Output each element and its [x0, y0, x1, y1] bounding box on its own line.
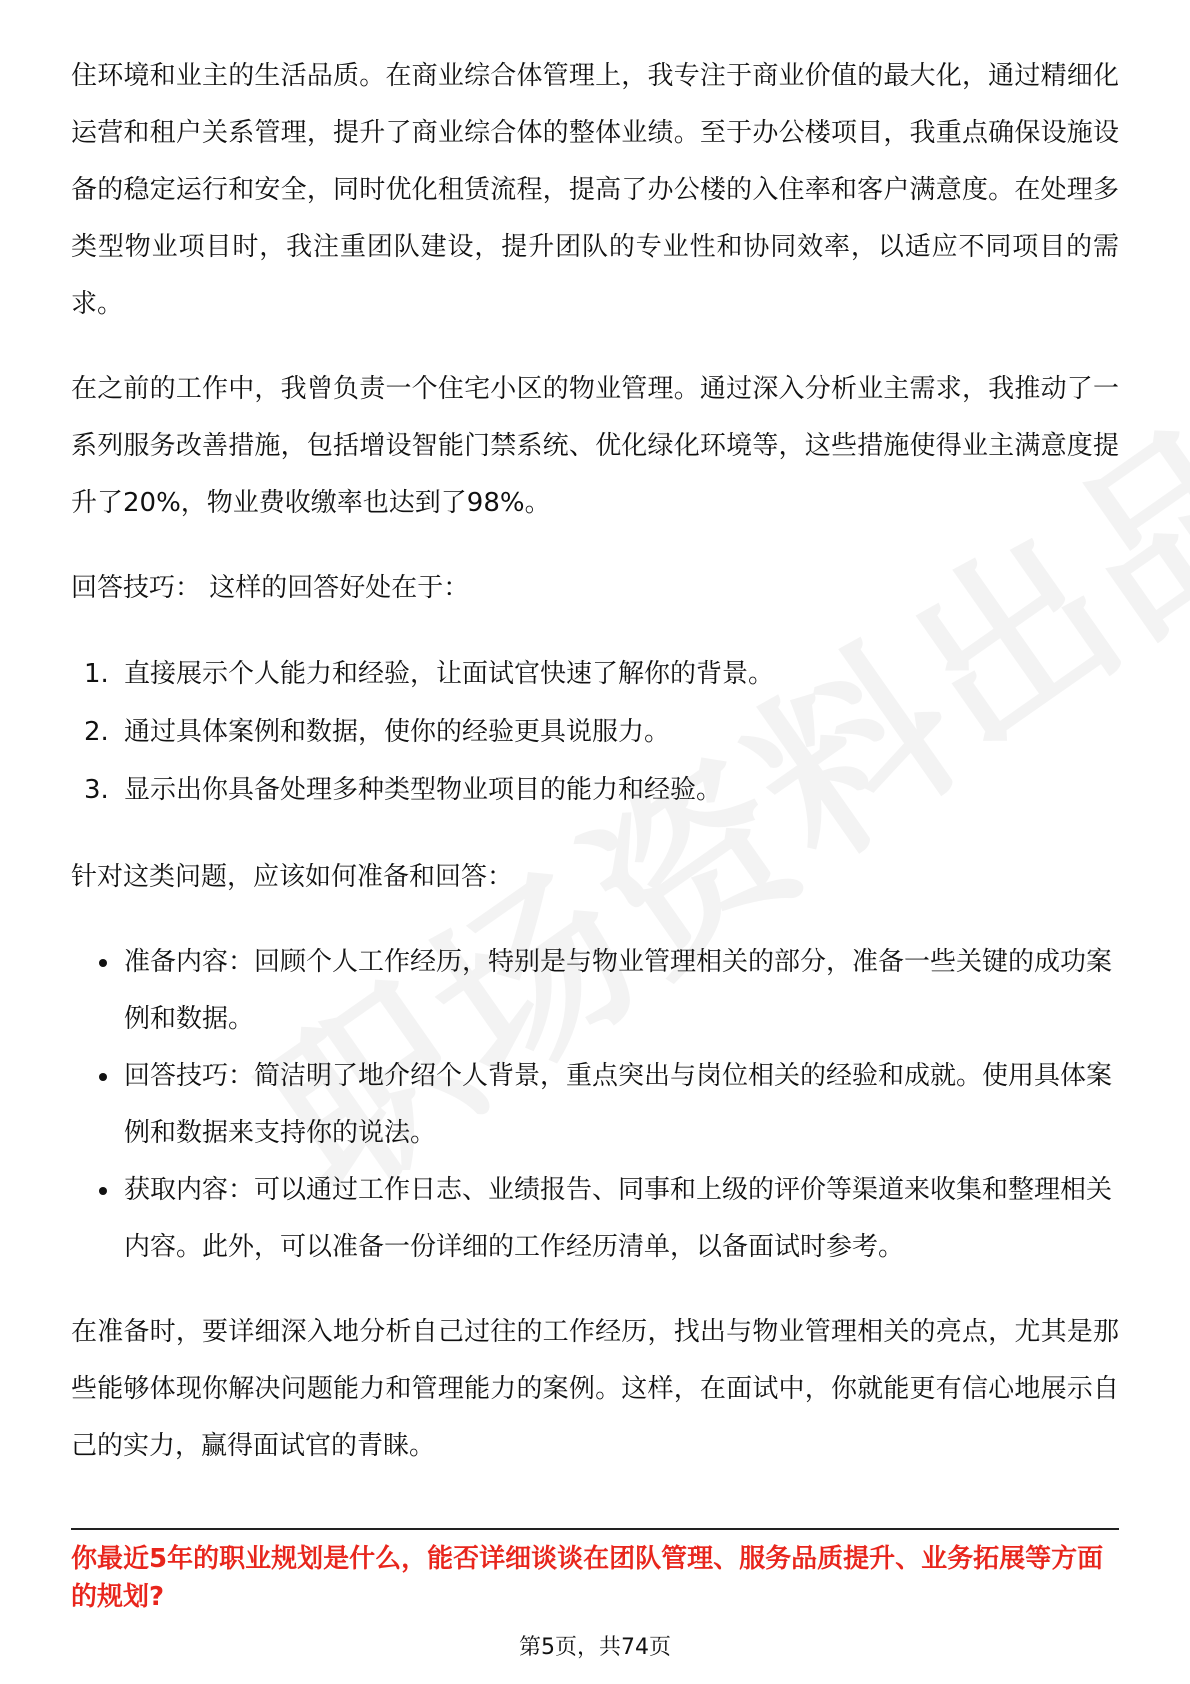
page-number: 第5页，共74页	[519, 1635, 671, 1660]
paragraph-experience-summary: 住环境和业主的生活品质。在商业综合体管理上，我专注于商业价值的最大化，通过精细化运营和租户关系管理，提升了商业综合体的整体业绩。至于办公楼项目，我重点确保设施设备的稳定运行和安全，同时优化租赁流程，提高了办公楼的入住率和客户满意度。在处理多类型物业项目时，我注重团队建设，提升团队的专业性和协同效率，以适应不同项目的需求。	[71, 61, 1119, 319]
list-number: 1.	[84, 659, 109, 689]
paragraph-prep-heading: 针对这类问题，应该如何准备和回答：	[71, 862, 514, 892]
list-item	[71, 703, 1119, 761]
section-divider	[71, 1528, 1119, 1530]
paragraph-conclusion: 在准备时，要详细深入地分析自己过往的工作经历，找出与物业管理相关的亮点，尤其是那些能够体现你解决问题能力和管理能力的案例。这样，在面试中，你就能更有信心地展示自己的实力，赢得面试官的青睐。	[71, 1317, 1119, 1461]
list-item	[71, 934, 1119, 1048]
paragraph-case-example: 在之前的工作中，我曾负责一个住宅小区的物业管理。通过深入分析业主需求，我推动了一系列服务改善措施，包括增设智能门禁系统、优化绿化环境等，这些措施使得业主满意度提升了20%，物业费收缴率也达到了98%。	[71, 374, 1119, 518]
list-item-text: 通过具体案例和数据，使你的经验更具说服力。	[124, 717, 671, 747]
bullet-list-prep	[71, 934, 1119, 1276]
list-item-text: 回答技巧：简洁明了地介绍个人背景，重点突出与岗位相关的经验和成就。使用具体案例和数据来支持你的说法。	[124, 1061, 1113, 1148]
list-number: 3.	[84, 775, 109, 805]
list-number: 2.	[84, 717, 109, 747]
list-item-text: 直接展示个人能力和经验，让面试官快速了解你的背景。	[124, 659, 775, 689]
list-item	[71, 1162, 1119, 1276]
paragraph-answer-tips-heading: 回答技巧： 这样的回答好处在于：	[71, 573, 470, 603]
list-item	[71, 1048, 1119, 1162]
bullet-icon	[99, 1187, 107, 1195]
ordered-list-benefits	[71, 645, 1119, 819]
list-item-text: 获取内容：可以通过工作日志、业绩报告、同事和上级的评价等渠道来收集和整理相关内容。此外，可以准备一份详细的工作经历清单，以备面试时参考。	[124, 1175, 1113, 1262]
bullet-icon	[99, 959, 107, 967]
bullet-icon	[99, 1073, 107, 1081]
list-item-text: 显示出你具备处理多种类型物业项目的能力和经验。	[124, 775, 723, 805]
body-content	[71, 48, 1119, 1503]
list-item-text: 准备内容：回顾个人工作经历，特别是与物业管理相关的部分，准备一些关键的成功案例和数据。	[124, 947, 1113, 1034]
list-item	[71, 645, 1119, 703]
next-question-heading: 你最近5年的职业规划是什么，能否详细谈谈在团队管理、服务品质提升、业务拓展等方面的规划?	[71, 1544, 1104, 1612]
list-item	[71, 761, 1119, 819]
